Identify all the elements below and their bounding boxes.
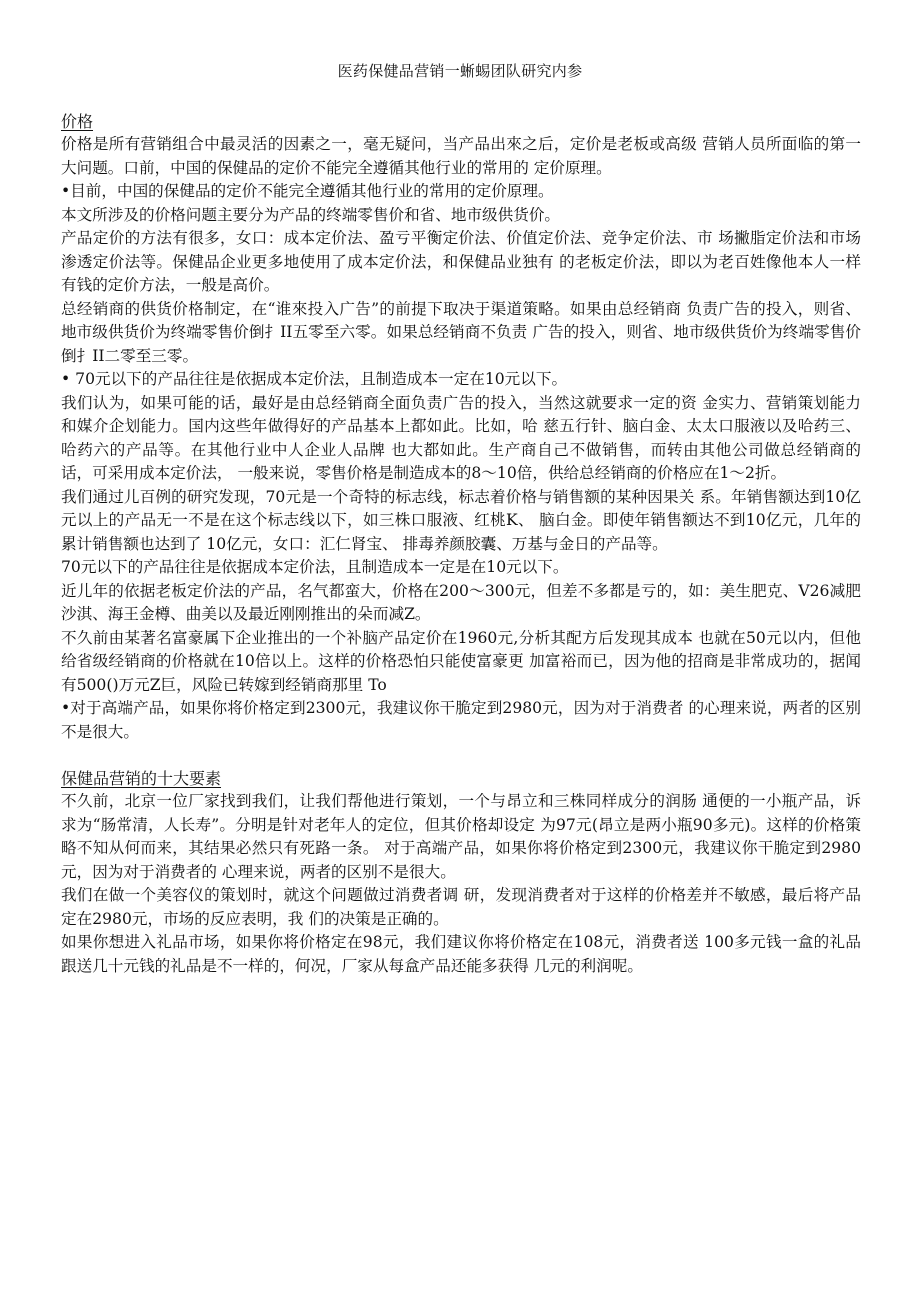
- paragraph: •对于高端产品，如果你将价格定到2300元，我建议你干脆定到2980元，因为对于消费者 的心理来说，两者的区别不是很大。: [61, 699, 861, 741]
- section-spacer: [61, 744, 861, 767]
- document-title: 医药保健品营销一蜥蜴团队研究内参: [337, 62, 583, 80]
- paragraph: 总经销商的供货价格制定，在“谁來投入广告”的前提下取决于渠道策略。如果由总经销商 负责广告的投入，则省、地市级供货价为终端零售价倒扌II五零至六零。如果总经销商不负责 广告的投入，则省、地市级供货价为终端零售价倒扌II二零至三零。: [61, 299, 861, 365]
- document-body: [61, 110, 861, 978]
- paragraph: 如果你想进入礼品市场，如果你将价格定在98元，我们建议你将价格定在108元，消费者送 100多元钱一盒的礼品跟送几十元钱的礼品是不一样的，何况，厂家从每盒产品还能多获得 几元的利润呢。: [61, 933, 861, 975]
- section-heading: 保健品营销的十大要素: [61, 769, 222, 788]
- paragraph: 价格是所有营销组合中最灵活的因素之一，毫无疑问，当产品出來之后，定价是老板或高级 营销人员所面临的第一大问题。口前，中国的保健品的定价不能完全遵循其他行业的常用的 定价原理。: [61, 135, 861, 177]
- paragraph: 我们认为，如果可能的话，最好是由总经销商全面负责广告的投入，当然这就要求一定的资 金实力、营销策划能力和媒介企划能力。国内这些年做得好的产品基本上都如此。比如，哈 慈五行针、脑白金、太太口服液以及哈药三、哈药六的产品等。在其他行业中人企业人品牌 也大都如此。生产商自己不做销售，而转由其他公司做总经销商的话，可采用成本定价法， 一般来说，零售价格是制造成本的8～10倍，供给总经销商的价格应在1～2折。: [61, 393, 861, 482]
- paragraph: 不久前，北京一位厂家找到我们，让我们帮他进行策划，一个与昂立和三株同样成分的润肠 通便的一小瓶产品，诉求为“肠常清，人长寿”。分明是针对老年人的定位，但其价格却设定 为97元(昂立是两小瓶90多元)。这样的价格策略不知从何而来，其结果必然只有死路一条。 对于高端产品，如果你将价格定到2300元，我建议你干脆定到2980元，因为对于消费者的 心理来说，两者的区别不是很大。: [61, 792, 861, 881]
- section-heading: 价格: [61, 112, 94, 131]
- section-price: [61, 110, 861, 744]
- paragraph: 不久前由某著名富豪属下企业推出的一个补脑产品定价在1960元,分析其配方后发现其成本 也就在50元以内，但他给省级经销商的价格就在10倍以上。这样的价格恐怕只能使富豪更 加富裕而已，因为他的招商是非常成功的，据闻有500()万元Z巨，风险已转嫁到经销商那里 To: [61, 628, 861, 694]
- paragraph: 70元以下的产品往往是依据成本定价法，且制造成本一定是在10元以下。: [61, 558, 569, 576]
- section-ten-elements: [61, 767, 861, 978]
- paragraph: 产品定价的方法有很多，女口：成本定价法、盈亏平衡定价法、价值定价法、竞争定价法、市 场撇脂定价法和市场渗透定价法等。保健品企业更多地使用了成本定价法，和保健品业独有 的老板定价法，即以为老百姓像他本人一样有钱的定价方法，一般是高价。: [61, 229, 861, 294]
- paragraph: 我们在做一个美容仪的策划时，就这个问题做过消费者调 研，发现消费者对于这样的价格差并不敏感，最后将产品定在2980元，市场的反应表明，我 们的决策是正确的。: [61, 886, 861, 928]
- paragraph: 近儿年的依据老板定价法的产品，名气都蛮大，价格在200～300元，但差不多都是亏的，如：美生肥克、V26减肥沙淇、海王金樽、曲美以及最近刚刚推出的朵而减Z。: [61, 581, 861, 623]
- paragraph: 本文所涉及的价格问题主要分为产品的终端零售价和省、地市级供货价。: [61, 205, 561, 224]
- paragraph: 我们通过儿百例的研究发现，70元是一个奇特的标志线，标志着价格与销售额的某种因果关 系。年销售额达到10亿元以上的产品无一不是在这个标志线以下，如三株口服液、红桃K、 脑白金。即使年销售额达不到10亿元，几年的累计销售额也达到了 10亿元，女口：汇仁肾宝、 排毒养颜胶囊、万基与金日的产品等。: [61, 487, 861, 553]
- paragraph: • 70元以下的产品往往是依据成本定价法，且制造成本一定在10元以下。: [61, 370, 568, 388]
- paragraph: •目前，中国的保健品的定价不能完全遵循其他行业的常用的定价原理。: [61, 182, 554, 200]
